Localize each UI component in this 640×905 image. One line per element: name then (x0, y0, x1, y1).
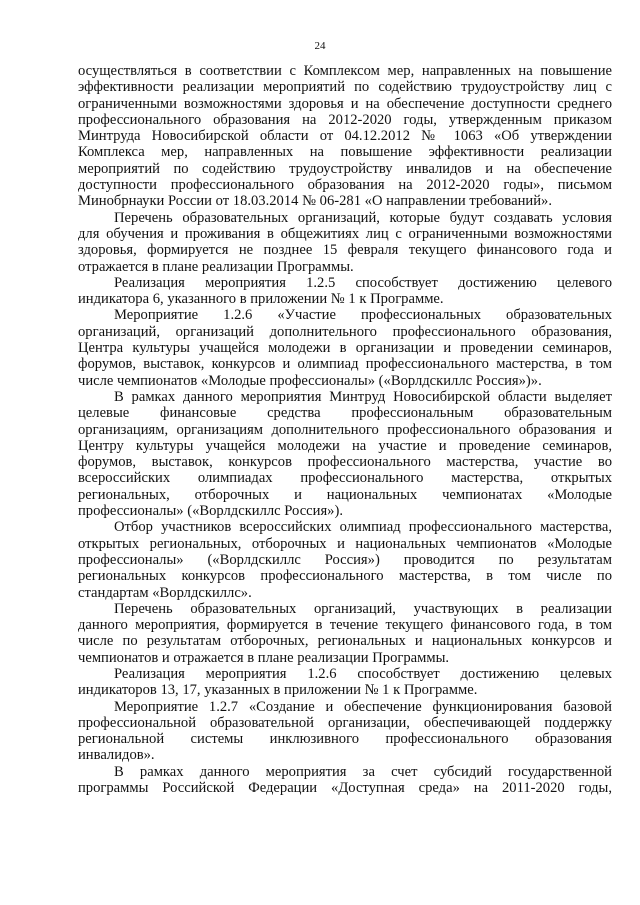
text-line: профессионалы» («Ворлдскиллс Россия»). (78, 503, 343, 520)
text-line: стандартам «Ворлдскиллс». (78, 584, 252, 601)
text-line: отражается в плане реализации Программы. (78, 258, 354, 275)
text-line: ограниченными возможностями здоровья и на обеспечение доступности среднего (78, 95, 612, 112)
text-line: данного мероприятия, формируется в течение текущего финансового года, в том (78, 617, 612, 634)
text-line: профессионального образования на 2012-2020 годы, утвержденным приказом (78, 111, 612, 128)
text-line: профессиональной образовательной организации, обеспечивающей поддержку (78, 714, 612, 731)
paragraph (78, 666, 612, 699)
text-line: доступности профессионального образования на 2012-2020 годы», письмом (78, 177, 612, 194)
text-line: осуществляться в соответствии с Комплексом мер, направленных на повышение (78, 63, 612, 79)
text-line: В рамках данного мероприятия Минтруд Новосибирской области выделяет (114, 388, 612, 405)
text-line: мероприятий по содействию трудоустройству инвалидов и на обеспечение (78, 160, 612, 177)
text-line: Перечень образовательных организаций, участвующих в реализации (114, 600, 612, 617)
text-line: Перечень образовательных организаций, которые будут создавать условия (114, 209, 612, 226)
text-line: всероссийских олимпиадах профессионального мастерства, открытых (78, 470, 612, 487)
text-line: Реализация мероприятия 1.2.6 способствует достижению целевых (114, 665, 612, 682)
text-line: чемпионатов и отражается в плане реализации Программы. (78, 649, 450, 666)
paragraph (78, 275, 612, 308)
text-line: В рамках данного мероприятия за счет субсидий государственной (114, 763, 612, 780)
text-line: здоровья, формируется не позднее 15 февраля текущего финансового года и (78, 242, 612, 259)
paragraph (78, 764, 612, 797)
text-line: индикаторов 13, 17, указанных в приложении № 1 к Программе. (78, 682, 478, 699)
paragraph (78, 63, 612, 210)
paragraph (78, 519, 612, 600)
text-line: Отбор участников всероссийских олимпиад профессионального мастерства, (114, 519, 612, 536)
text-line: числе по результатам отборочных, региональных и национальных конкурсов и (78, 633, 612, 650)
text-line: организациям, организациям дополнительного профессионального образования и (78, 421, 612, 438)
text-line: программы Российской Федерации «Доступная среда» на 2011-2020 годы, (78, 780, 612, 797)
text-line: Минобрнауки России от 18.03.2014 № 06-281 «О направлении требований». (78, 193, 552, 210)
text-line: для обучения и проживания в общежитиях лиц с ограниченными возможностями (78, 225, 612, 242)
text-line: инвалидов». (78, 747, 155, 764)
text-line: Минтруда Новосибирской области от 04.12.2012 № 1063 «Об утверждении (78, 128, 612, 145)
text-line: форумов, выставок, конкурсов и олимпиад профессионального мастерства, в том (78, 356, 612, 373)
text-line: Мероприятие 1.2.6 «Участие профессиональных образовательных (114, 307, 612, 324)
paragraph (78, 601, 612, 666)
text-line: индикатора 6, указанного в приложении № 1 к Программе. (78, 291, 444, 308)
page-number: 24 (314, 40, 326, 52)
text-line: целевые финансовые средства профессиональным образовательным (78, 405, 612, 422)
text-line: Центру культуры учащейся молодежи на участие и проведение семинаров, (78, 437, 612, 454)
text-line: организаций, организаций дополнительного профессионального образования, (78, 323, 612, 340)
text-line: профессионалы» («Ворлдскиллс Россия») проводится по результатам (78, 551, 612, 568)
text-line: Мероприятие 1.2.7 «Создание и обеспечение функционирования базовой (114, 698, 612, 715)
text-line: числе чемпионатов «Молодые профессионалы» («Ворлдскиллс Россия»)». (78, 372, 542, 389)
text-line: региональной системы инклюзивного профессионального образования (78, 731, 612, 748)
text-line: региональных, отборочных и национальных чемпионатах «Молодые (78, 486, 612, 503)
text-line: Реализация мероприятия 1.2.5 способствует достижению целевого (114, 274, 612, 291)
paragraph (78, 389, 612, 519)
text-line: открытых региональных, отборочных и национальных чемпионатов «Молодые (78, 535, 612, 552)
paragraph (78, 699, 612, 764)
document-body (78, 63, 612, 796)
text-line: Комплекса мер, направленных на повышение эффективности реализации (78, 144, 612, 161)
text-line: региональных конкурсов профессионального мастерства, в том числе по (78, 568, 612, 585)
text-line: Центра культуры учащейся молодежи в организации и проведении семинаров, (78, 340, 612, 357)
text-line: форумов, выставок, конкурсов профессионального мастерства, участие во (78, 454, 612, 471)
paragraph (78, 210, 612, 275)
paragraph (78, 307, 612, 388)
text-line: эффективности реализации мероприятий по содействию трудоустройству лиц с (78, 79, 612, 96)
